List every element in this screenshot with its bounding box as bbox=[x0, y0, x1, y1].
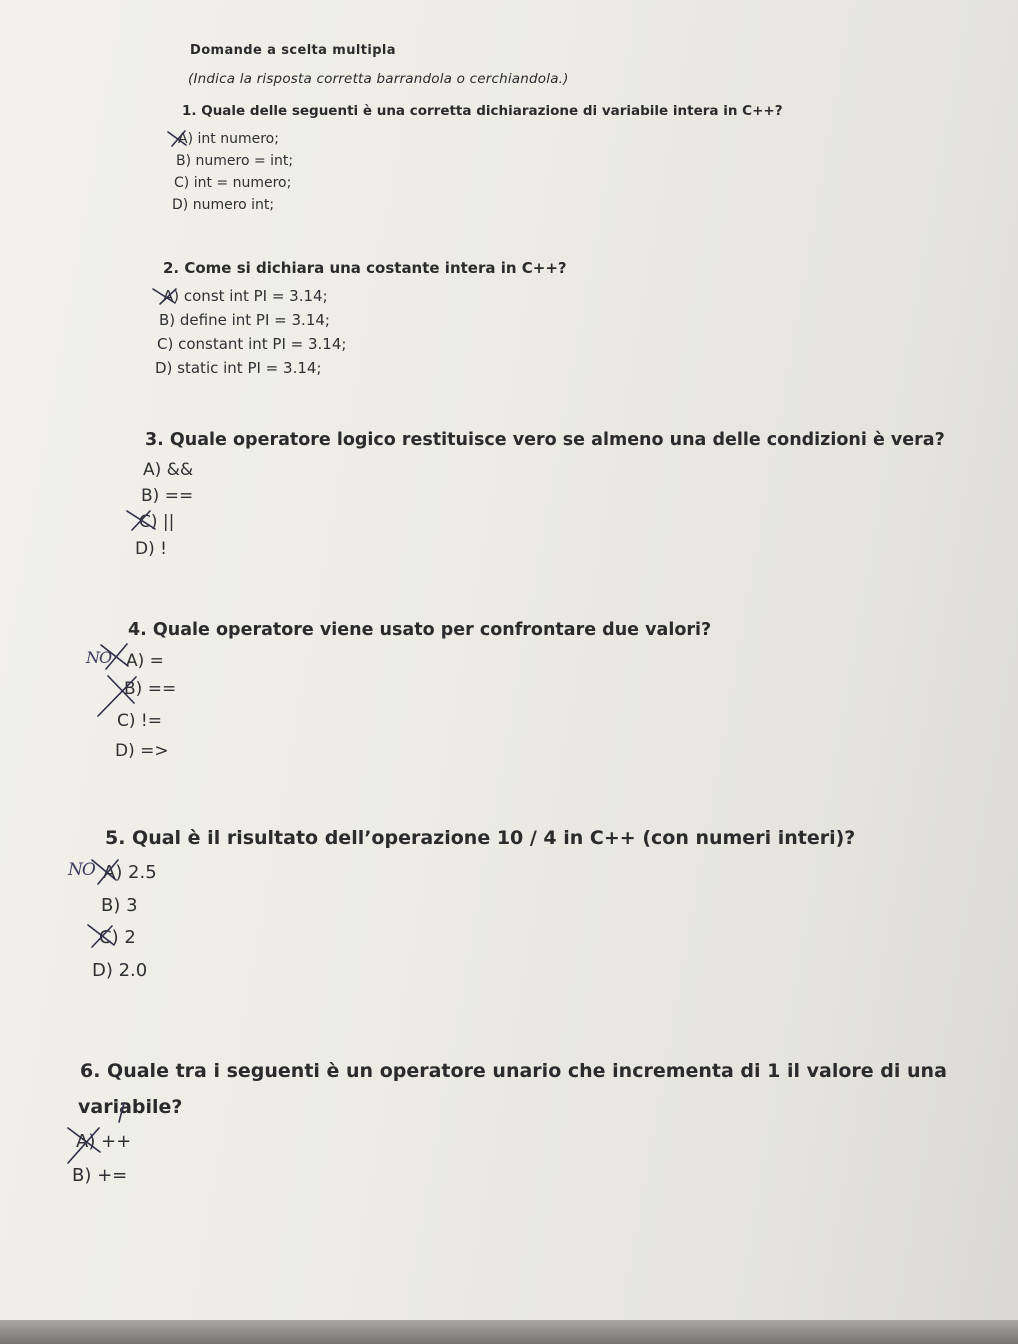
page-title: Domande a scelta multipla bbox=[190, 43, 396, 58]
q6-a-strike-2 bbox=[68, 1128, 99, 1163]
instructions: (Indica la risposta corretta barrandola o cerchiandola.) bbox=[188, 71, 569, 87]
question-3: 3. Quale operatore logico restituisce vero se almeno una delle condizioni è vera? bbox=[145, 430, 945, 450]
q4-option-b[interactable]: B) == bbox=[124, 679, 177, 699]
q5-c-strike-2 bbox=[92, 926, 112, 947]
q3-option-b[interactable]: B) == bbox=[141, 486, 194, 506]
q5-option-d[interactable]: D) 2.0 bbox=[92, 960, 148, 981]
q1-option-b[interactable]: B) numero = int; bbox=[176, 153, 294, 169]
q2-option-b[interactable]: B) define int PI = 3.14; bbox=[159, 311, 330, 329]
q5-option-a[interactable]: A) 2.5 bbox=[103, 862, 157, 883]
question-6-line-2: variabile? bbox=[78, 1096, 183, 1118]
q5-handwritten-no: NO bbox=[68, 860, 95, 880]
q5-option-b[interactable]: B) 3 bbox=[101, 895, 138, 916]
question-5: 5. Qual è il risultato dell’operazione 10 / 4 in C++ (con numeri interi)? bbox=[105, 827, 856, 849]
q2-option-d[interactable]: D) static int PI = 3.14; bbox=[155, 359, 322, 377]
question-1: 1. Quale delle seguenti è una corretta dichiarazione di variabile intera in C++? bbox=[182, 103, 783, 119]
q2-option-a[interactable]: A) const int PI = 3.14; bbox=[163, 287, 328, 305]
q1-option-d[interactable]: D) numero int; bbox=[172, 197, 275, 213]
q1-option-c[interactable]: C) int = numero; bbox=[174, 175, 292, 191]
page-shadow bbox=[0, 1320, 1018, 1344]
q6-option-b[interactable]: B) += bbox=[72, 1165, 128, 1186]
q5-option-c[interactable]: C) 2 bbox=[99, 927, 136, 948]
q5-a-strike-2 bbox=[98, 860, 118, 884]
q4-option-d[interactable]: D) => bbox=[115, 741, 169, 761]
q4-b-strike bbox=[108, 676, 134, 703]
q6-variabile-mark bbox=[119, 1103, 124, 1122]
q4-option-a[interactable]: A) = bbox=[126, 651, 164, 671]
q2-option-c[interactable]: C) constant int PI = 3.14; bbox=[157, 335, 347, 353]
question-4: 4. Quale operatore viene usato per confrontare due valori? bbox=[128, 620, 712, 640]
q4-b-strike-2 bbox=[98, 677, 136, 716]
question-2: 2. Come si dichiara una costante intera in C++? bbox=[163, 259, 567, 277]
question-6-line-1: 6. Quale tra i seguenti è un operatore unario che incrementa di 1 il valore di una bbox=[80, 1060, 947, 1082]
q1-option-a[interactable]: A) int numero; bbox=[178, 131, 279, 147]
q6-option-a[interactable]: A) ++ bbox=[76, 1131, 132, 1152]
q3-option-c[interactable]: C) || bbox=[139, 512, 175, 532]
q3-option-a[interactable]: A) && bbox=[143, 460, 194, 480]
q4-handwritten-no: NO bbox=[86, 648, 112, 667]
q4-a-strike-2 bbox=[106, 644, 127, 669]
q4-option-c[interactable]: C) != bbox=[117, 711, 162, 731]
q3-c-strike-2 bbox=[132, 511, 150, 530]
q3-option-d[interactable]: D) ! bbox=[135, 539, 167, 559]
